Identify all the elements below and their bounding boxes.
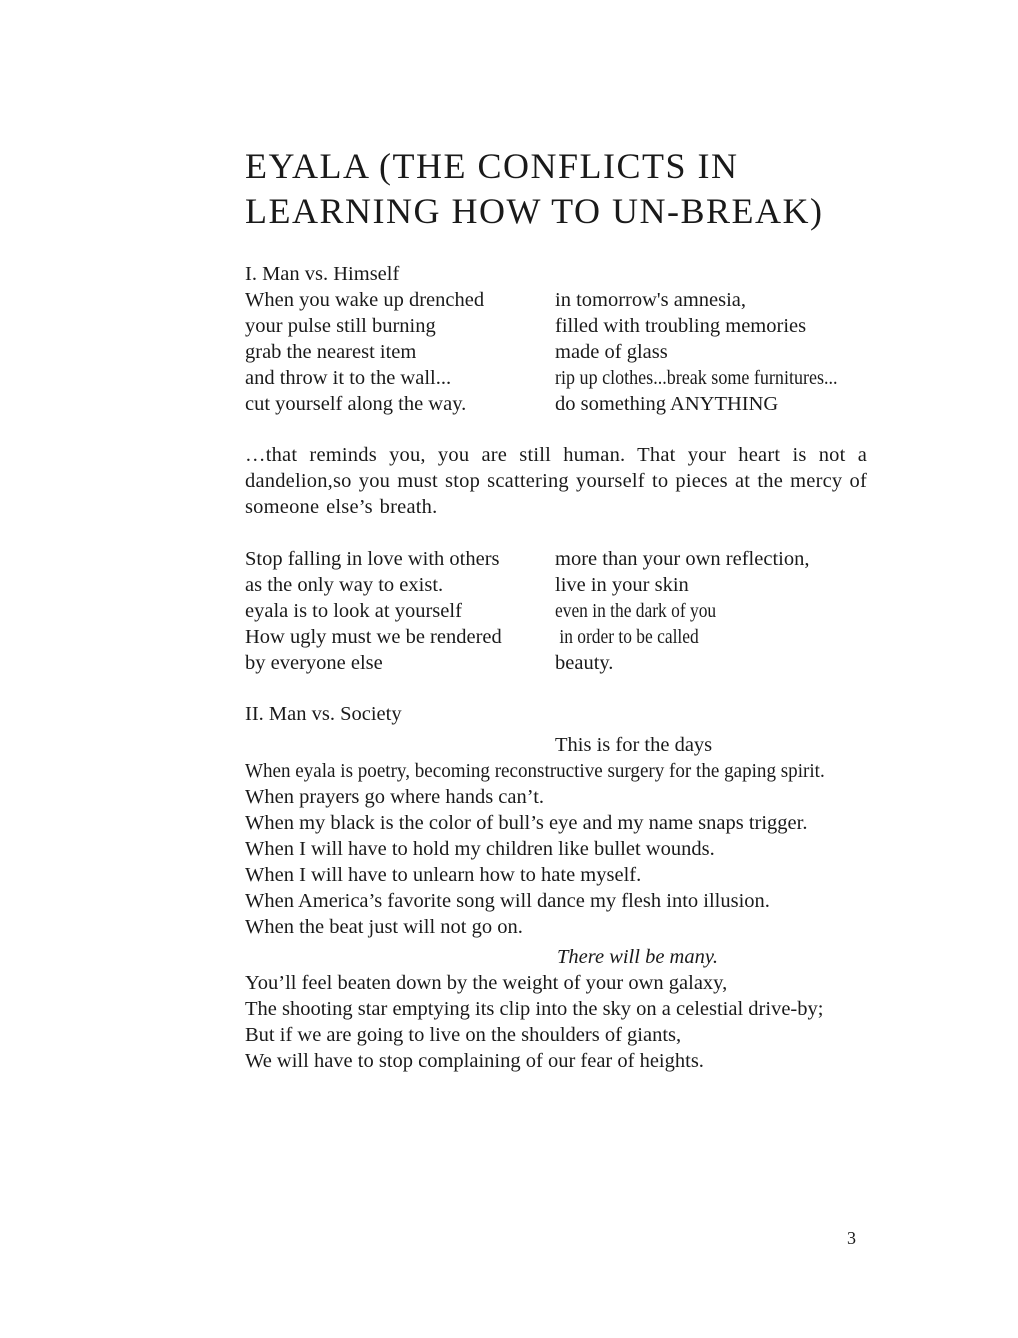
stanza-2-left-line: by everyone else bbox=[245, 652, 383, 674]
closing-line: We will have to stop complaining of our fear of heights. bbox=[245, 1050, 704, 1072]
stanza-2-left-line: as the only way to exist. bbox=[245, 574, 444, 596]
stanza-2-right-line: live in your skin bbox=[555, 574, 689, 596]
condensed-line: When eyala is poetry, becoming reconstructive surgery for the gaping spirit. bbox=[245, 760, 825, 782]
stanza-1-left-line: your pulse still burning bbox=[245, 315, 436, 337]
condensed-line: rip up clothes...break some furnitures... bbox=[555, 367, 838, 389]
stanza-2-right-line bbox=[555, 624, 867, 650]
section-2-heading: II. Man vs. Society bbox=[245, 703, 402, 725]
italic-interjection: There will be many. bbox=[557, 946, 718, 968]
stanza-1-right-line: made of glass bbox=[555, 341, 668, 363]
condensed-line: even in the dark of you bbox=[555, 600, 717, 622]
intro-line: This is for the days bbox=[555, 734, 713, 756]
stanza-2-left-line: Stop falling in love with others bbox=[245, 548, 500, 570]
stanza-2-right-line: more than your own reflection, bbox=[555, 548, 810, 570]
stanza-1-left-line: cut yourself along the way. bbox=[245, 393, 467, 415]
section-1-heading: I. Man vs. Himself bbox=[245, 263, 400, 285]
poem-content bbox=[245, 144, 867, 1074]
stanza-1-left-line: and throw it to the wall... bbox=[245, 367, 452, 389]
when-line: When the beat just will not go on. bbox=[245, 916, 523, 938]
poem-title-line1: EYALA (THE CONFLICTS IN bbox=[245, 146, 739, 186]
stanza-2 bbox=[245, 546, 867, 676]
stanza-1-right-line: filled with troubling memories bbox=[555, 315, 807, 337]
closing-line: The shooting star emptying its clip into the sky on a celestial drive-by; bbox=[245, 998, 824, 1020]
condensed-line: in order to be called bbox=[555, 626, 699, 648]
when-line: When I will have to hold my children like bullet wounds. bbox=[245, 838, 715, 860]
when-line: When America’s favorite song will dance my flesh into illusion. bbox=[245, 890, 770, 912]
poem-title-line2: LEARNING HOW TO UN-BREAK) bbox=[245, 191, 824, 231]
stanza-1-right-line bbox=[555, 365, 867, 391]
when-line: When I will have to unlearn how to hate myself. bbox=[245, 864, 642, 886]
stanza-2-left-line: eyala is to look at yourself bbox=[245, 600, 462, 622]
reminder-paragraph: …that reminds you, you are still human. That your heart is not a dandelion,so you must stop scattering yourself to pieces at the mercy of someone else’s breath. bbox=[245, 444, 867, 518]
when-line: When prayers go where hands can’t. bbox=[245, 786, 545, 808]
stanza-1-right-line: in tomorrow's amnesia, bbox=[555, 289, 747, 311]
poem-title bbox=[245, 144, 867, 234]
stanza-2-left-line: How ugly must we be rendered bbox=[245, 626, 502, 648]
when-line: When my black is the color of bull’s eye and my name snaps trigger. bbox=[245, 812, 808, 834]
stanza-1 bbox=[245, 287, 867, 417]
stanza-2-right-line: beauty. bbox=[555, 652, 614, 674]
stanza-1-left-line: grab the nearest item bbox=[245, 341, 417, 363]
stanza-1-left-line: When you wake up drenched bbox=[245, 289, 485, 311]
stanza-1-right-line: do something ANYTHING bbox=[555, 393, 779, 415]
when-line bbox=[245, 758, 867, 784]
page-number: 3 bbox=[847, 1228, 856, 1248]
closing-line: You’ll feel beaten down by the weight of your own galaxy, bbox=[245, 972, 728, 994]
stanza-2-right-line bbox=[555, 598, 867, 624]
closing-line: But if we are going to live on the shoulders of giants, bbox=[245, 1024, 682, 1046]
